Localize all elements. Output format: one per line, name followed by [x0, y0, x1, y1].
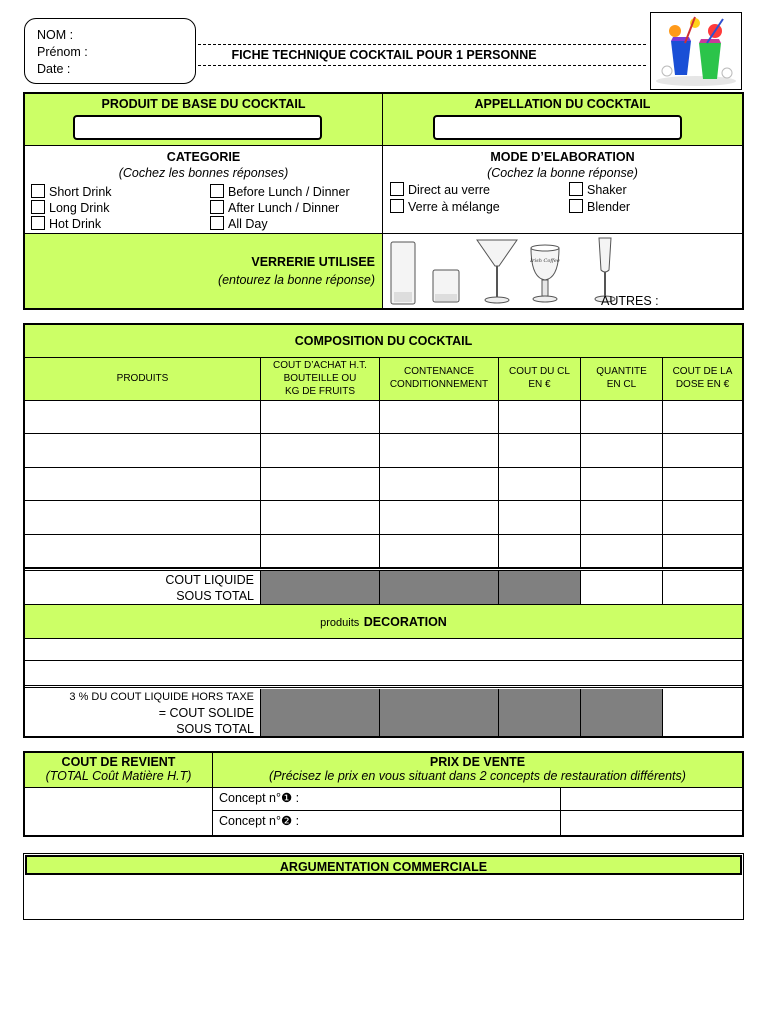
categorie-title: CATEGORIE [166, 150, 241, 164]
checkbox-icon [210, 200, 224, 214]
concept1-label [213, 788, 561, 811]
mode-title: MODE D’ELABORATION [490, 150, 635, 164]
cout-solide-line2: = COUT SOLIDE [158, 706, 254, 720]
flute-glass-icon[interactable] [595, 238, 615, 302]
col-cout-dose [663, 358, 742, 401]
col-cout-achat [261, 358, 380, 401]
col-produits [25, 358, 261, 401]
cat-short-drink[interactable] [31, 184, 112, 199]
product-cell[interactable] [261, 501, 380, 534]
prix-section [23, 751, 744, 837]
cat-long-drink[interactable] [31, 200, 109, 215]
vente-hint: (Précisez le prix en vous situant dans 2 concepts de restauration différents) [269, 769, 686, 783]
col-produits-text: PRODUITS [116, 373, 169, 384]
col-contenance-line1: CONTENANCE [403, 366, 474, 377]
section-vdivider [382, 94, 383, 234]
section-base [23, 92, 744, 310]
vente-title: PRIX DE VENTE [429, 755, 526, 769]
col-cout-achat-line1: COUT D’ACHAT H.T. [273, 360, 367, 371]
cat-all-day[interactable] [210, 216, 268, 231]
col-cout-dose-line2: DOSE EN € [675, 379, 730, 390]
decoration-prefix: produits [320, 617, 360, 629]
cout-liquide-quantite[interactable] [581, 570, 663, 605]
product-cell[interactable] [380, 468, 499, 501]
product-cell[interactable] [663, 434, 742, 467]
cout-solide-line [25, 687, 742, 688]
product-cell[interactable] [581, 468, 663, 501]
decoration-row[interactable] [25, 661, 742, 686]
nom-label: NOM : [37, 28, 74, 42]
composition-title [25, 325, 742, 358]
option-label: Short Drink [49, 185, 112, 199]
cout-liquide-gray-3 [499, 570, 581, 605]
product-cell[interactable] [663, 501, 742, 534]
option-label: All Day [228, 217, 268, 231]
mode-direct[interactable] [390, 182, 490, 197]
date-label: Date : [37, 62, 71, 76]
option-label: Blender [587, 200, 631, 214]
cout-liquide-line [25, 568, 742, 569]
product-cell[interactable] [581, 501, 663, 534]
product-cell[interactable] [25, 501, 261, 534]
appellation-label: APPELLATION DU COCKTAIL [474, 97, 651, 111]
product-cell[interactable] [25, 468, 261, 501]
checkbox-icon [210, 184, 224, 198]
option-label: Long Drink [49, 201, 110, 215]
concept2-label [213, 811, 561, 835]
concept2-value[interactable] [561, 811, 742, 835]
argumentation-section [23, 853, 744, 920]
col-quantite [581, 358, 663, 401]
product-cell[interactable] [25, 434, 261, 467]
revient-value[interactable] [25, 788, 213, 835]
mode-shaker[interactable] [569, 182, 627, 197]
product-cell[interactable] [380, 401, 499, 434]
checkbox-icon [569, 199, 583, 213]
product-cell[interactable] [261, 468, 380, 501]
product-cell[interactable] [25, 535, 261, 568]
cat-after-lunch[interactable] [210, 200, 339, 215]
product-cell[interactable] [380, 501, 499, 534]
cout-solide-gray-4 [581, 689, 663, 736]
cout-solide-line1: 3 % DU COUT LIQUIDE HORS TAXE [69, 691, 254, 703]
mode-verre-melange[interactable] [390, 199, 500, 214]
cat-hot-drink[interactable] [31, 216, 101, 231]
product-cell[interactable] [499, 535, 581, 568]
col-quantite-line2: EN CL [606, 379, 637, 390]
cout-liquide-label [25, 570, 261, 605]
composition-table [23, 323, 744, 738]
appellation-input[interactable] [433, 115, 682, 140]
argumentation-title: ARGUMENTATION COMMERCIALE [279, 860, 488, 874]
concept1-text: Concept n°❶ : [219, 791, 300, 805]
identity-box [24, 18, 196, 84]
cout-solide-label [25, 689, 261, 736]
col-contenance-line2: CONDITIONNEMENT [389, 379, 489, 390]
highball-glass-icon[interactable] [391, 242, 415, 304]
checkbox-icon [31, 216, 45, 230]
argumentation-input[interactable] [24, 876, 743, 919]
mode-hint: (Cochez la bonne réponse) [487, 166, 638, 180]
concept1-value[interactable] [561, 788, 742, 811]
checkbox-icon [31, 200, 45, 214]
prenom-label: Prénom : [37, 45, 88, 59]
revient-header [25, 753, 213, 788]
composition-title-text: COMPOSITION DU COCKTAIL [294, 334, 473, 348]
verrerie-row [25, 233, 383, 308]
checkbox-icon [390, 199, 404, 213]
page-title: FICHE TECHNIQUE COCKTAIL POUR 1 PERSONNE [231, 48, 537, 62]
produit-base-label: PRODUIT DE BASE DU COCKTAIL [101, 97, 306, 111]
col-cout-achat-line3: KG DE FRUITS [284, 386, 355, 397]
cout-liquide-text: COUT LIQUIDE [165, 573, 254, 587]
cout-solide-gray-2 [380, 689, 499, 736]
cocktail-logo [650, 12, 742, 90]
produit-base-input[interactable] [73, 115, 322, 140]
product-cell[interactable] [499, 401, 581, 434]
option-label: After Lunch / Dinner [228, 201, 340, 215]
product-cell[interactable] [25, 401, 261, 434]
product-cell[interactable] [380, 535, 499, 568]
verrerie-top-line [382, 233, 742, 234]
col-cout-achat-line2: BOUTEILLE OU [283, 373, 357, 384]
option-label: Hot Drink [49, 217, 102, 231]
col-cout-dose-line1: COUT DE LA [672, 366, 733, 377]
option-label: Shaker [587, 183, 627, 197]
cout-solide-gray-1 [261, 689, 380, 736]
cout-liquide-gray-2 [380, 570, 499, 605]
categorie-hint: (Cochez les bonnes réponses) [118, 166, 289, 180]
vente-header [213, 753, 742, 788]
checkbox-icon [569, 182, 583, 196]
product-cell[interactable] [663, 535, 742, 568]
col-cout-cl-line2: EN € [528, 379, 551, 390]
product-cell[interactable] [261, 535, 380, 568]
verrerie-hint: (entourez la bonne réponse) [217, 273, 375, 287]
irish-coffee-text: Irish Coffee [530, 258, 560, 264]
product-cell[interactable] [380, 434, 499, 467]
col-cout-cl [499, 358, 581, 401]
decoration-row[interactable] [25, 639, 742, 661]
option-label: Direct au verre [408, 183, 490, 197]
product-cell[interactable] [261, 401, 380, 434]
cout-liquide-sous-total: SOUS TOTAL [176, 589, 254, 603]
cout-liquide-gray-1 [261, 570, 380, 605]
mode-blender[interactable] [569, 199, 630, 214]
glassware-icons [385, 236, 740, 308]
revient-hint: (TOTAL Coût Matière H.T) [45, 769, 192, 783]
argumentation-header [25, 855, 742, 875]
old-fashioned-glass-icon[interactable] [433, 270, 459, 302]
col-contenance [380, 358, 499, 401]
product-cell[interactable] [499, 434, 581, 467]
checkbox-icon [210, 216, 224, 230]
cat-before-lunch[interactable] [210, 184, 350, 199]
autres-label: AUTRES : [601, 294, 659, 308]
option-label: Verre à mélange [408, 200, 500, 214]
cout-solide-gray-3 [499, 689, 581, 736]
product-cell[interactable] [499, 468, 581, 501]
col-cout-cl-line1: COUT DU CL [509, 366, 570, 377]
cout-liquide-dose[interactable] [663, 570, 742, 605]
glassware-row [385, 236, 740, 308]
option-label: Before Lunch / Dinner [228, 185, 350, 199]
col-quantite-line1: QUANTITE [596, 366, 647, 377]
decoration-title: DECORATION [363, 615, 447, 629]
product-cell[interactable] [663, 468, 742, 501]
product-cell[interactable] [581, 535, 663, 568]
decoration-header [25, 605, 742, 639]
cout-solide-line3: SOUS TOTAL [176, 722, 254, 736]
irish-coffee-glass-icon[interactable] [529, 245, 560, 302]
product-cell[interactable] [663, 401, 742, 434]
product-cell[interactable] [581, 401, 663, 434]
checkbox-icon [390, 182, 404, 196]
title-dash-top [198, 44, 646, 45]
product-cell[interactable] [499, 501, 581, 534]
verrerie-title: VERRERIE UTILISEE [251, 255, 375, 269]
product-cell[interactable] [261, 434, 380, 467]
cout-solide-dose[interactable] [663, 689, 742, 736]
title-dash-bottom [198, 65, 646, 66]
revient-title: COUT DE REVIENT [61, 755, 176, 769]
product-cell[interactable] [581, 434, 663, 467]
checkbox-icon [31, 184, 45, 198]
martini-glass-icon[interactable] [477, 240, 517, 303]
concept2-text: Concept n°❷ : [219, 814, 300, 828]
